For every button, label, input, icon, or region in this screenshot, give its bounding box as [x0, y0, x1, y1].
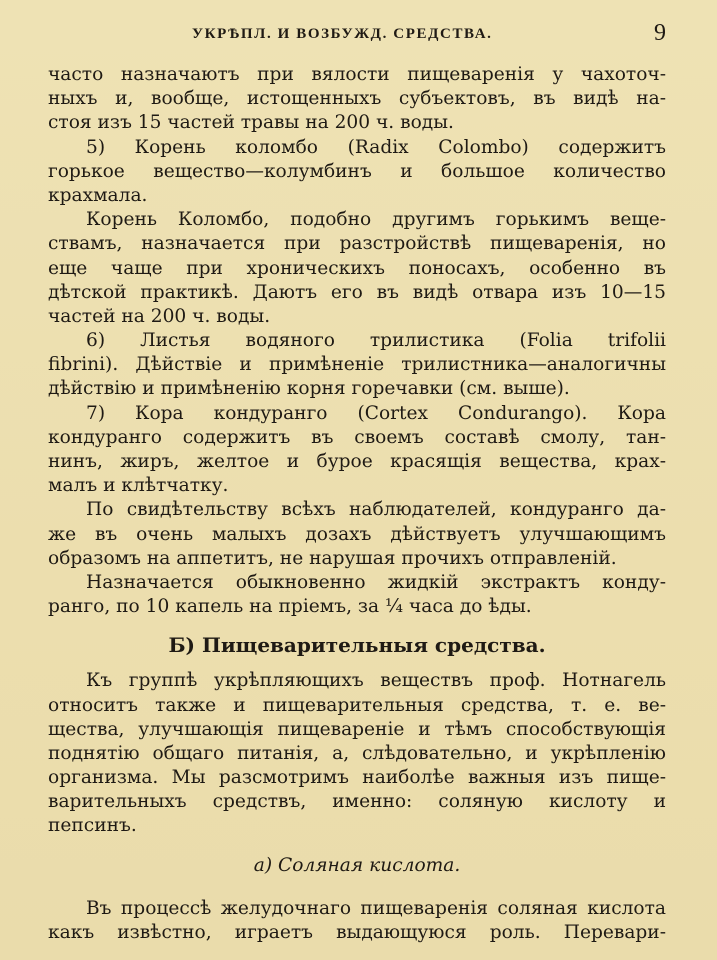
text-line: организма. Мы разсмотримъ наиболѣе важныя изъ пище- [48, 767, 666, 789]
text-line: кондуранго содержитъ въ своемъ составѣ смолу, тан- [48, 426, 666, 448]
text-line: 6) Листья водяного трилистика (Folia trifolii [86, 330, 666, 352]
text-line: пепсинъ. [48, 815, 137, 837]
running-head [0, 22, 717, 50]
text-line: частей на 200 ч. воды. [48, 305, 271, 327]
text-line: часто назначаютъ при вялости пищеваренія у чахоточ- [48, 64, 666, 85]
subsection-heading: а) Соляная кислота. [253, 854, 461, 876]
page-number: 9 [654, 20, 666, 46]
text-line: дѣтской практикѣ. Даютъ его въ видѣ отвара изъ 10—15 [48, 281, 666, 303]
text-line: По свидѣтельству всѣхъ наблюдателей, кондуранго да- [86, 499, 666, 521]
text-line: Въ процессѣ желудочнаго пищеваренія соляная кислота [86, 897, 666, 919]
text-line: малъ и клѣтчатку. [48, 475, 229, 497]
text-block-3 [48, 897, 666, 945]
text-line: ныхъ и, вообще, истощенныхъ субъектовъ, въ видѣ на- [48, 88, 666, 110]
text-line: 5) Корень коломбо (Radix Colombo) содержитъ [86, 136, 666, 158]
text-block-1 [48, 63, 666, 619]
text-line: еще чаще при хроническихъ поносахъ, особенно въ [48, 257, 666, 279]
text-line: ствамъ, назначается при разстройствѣ пищеваренія, но [48, 233, 666, 255]
text-line: 7) Кора кондуранго (Cortex Condurango). Кора [86, 402, 666, 424]
text-line: щества, улучшающія пищевареніе и тѣмъ способствующія [48, 718, 666, 740]
section-heading: Б) Пищеварительныя средства. [168, 633, 546, 658]
text-line: Корень Коломбо, подобно другимъ горькимъ веще- [86, 209, 666, 231]
text-line: ранго, по 10 капель на пріемъ, за ¼ часа до ѣды. [48, 596, 532, 618]
text-line: крахмала. [48, 184, 148, 206]
text-block-2 [48, 669, 666, 838]
text-line: горькое вещество—колумбинъ и большое количество [48, 160, 666, 182]
text-line: Къ группѣ укрѣпляющихъ веществъ проф. Нотнагель [86, 670, 666, 692]
text-line: относитъ также и пищеварительныя средства, т. е. ве- [48, 694, 666, 716]
text-line: варительныхъ средствъ, именно: соляную кислоту и [48, 791, 666, 813]
text-line: Назначается обыкновенно жидкій экстрактъ конду- [86, 571, 666, 593]
text-line: образомъ на аппетитъ, не нарушая прочихъ отправленій. [48, 547, 617, 569]
text-line: же въ очень малыхъ дозахъ дѣйствуетъ улучшающимъ [48, 523, 666, 545]
body-text [48, 63, 666, 945]
text-line: нинъ, жиръ, желтое и бурое красящія вещества, крах- [48, 451, 666, 472]
text-line: дѣйствію и примѣненію корня горечавки (см. выше). [48, 378, 570, 400]
text-line: поднятію общаго питанія, а, слѣдовательно, и укрѣпленію [48, 742, 666, 764]
text-line: какъ извѣстно, играетъ выдающуюся роль. Перевари- [48, 921, 666, 943]
running-head-title: УКРѢПЛ. И ВОЗБУЖД. СРЕДСТВА. [192, 26, 493, 42]
text-line: fibrini). Дѣйствіе и примѣненіе трилистника—аналогичны [48, 354, 666, 376]
text-line: стоя изъ 15 частей травы на 200 ч. воды. [48, 112, 454, 134]
